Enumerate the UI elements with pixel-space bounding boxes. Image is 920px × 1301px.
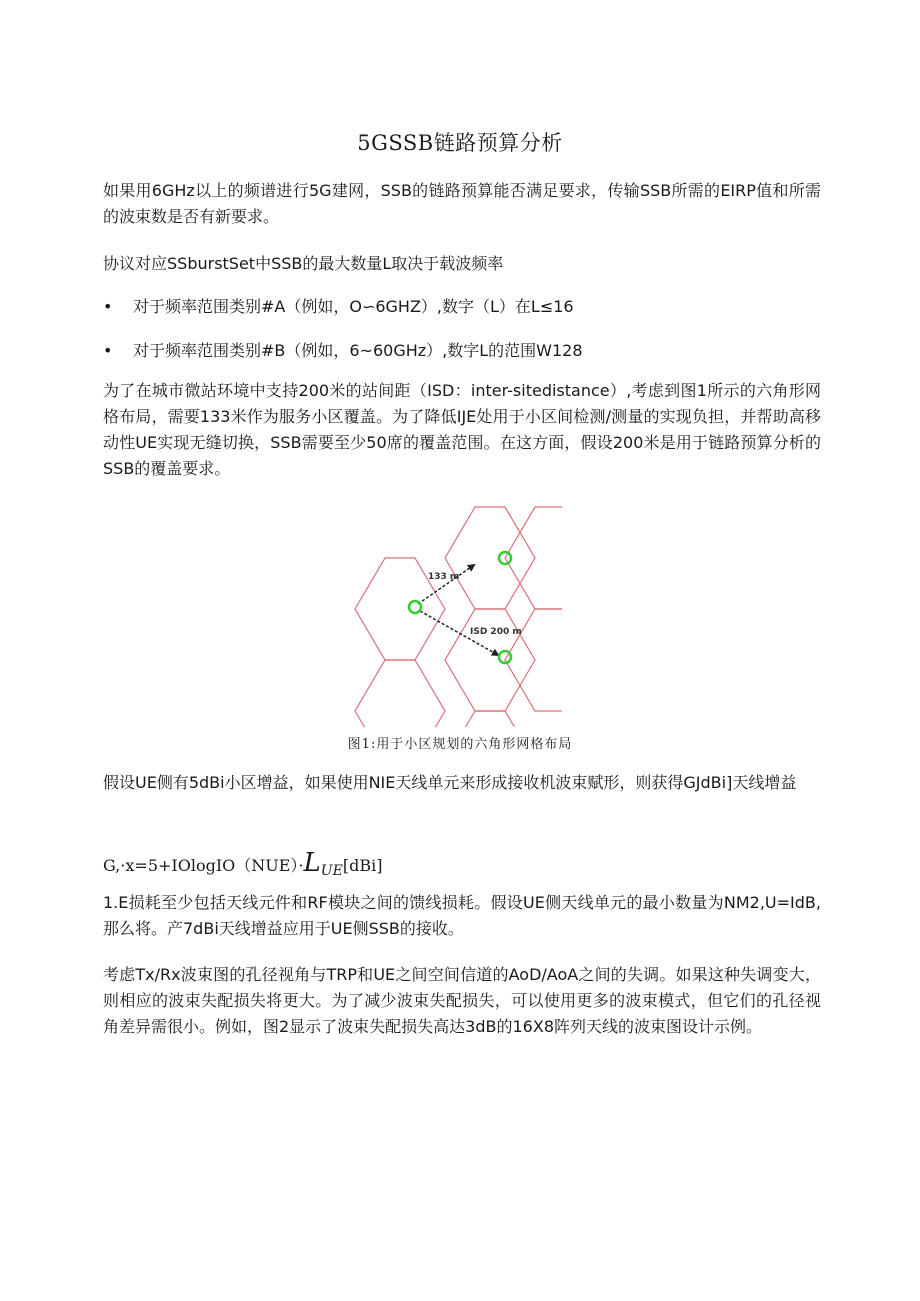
formula-subscript: UE xyxy=(320,863,343,880)
paragraph-beam: 考虑Tx/Rx波束图的孔径视角与TRP和UE之间空间信道的AoD/AoA之间的失调。如果这种失调变大，则相应的波束失配损失将更大。为了减少波束失配损失，可以使用更多的波束模式，但它们的孔径视角差异需很小。例如，图2显示了波束失配损失高达3dB的16X8阵列天线的波束图设计示例。 xyxy=(103,965,821,1036)
hex-grid-figure xyxy=(350,505,570,727)
hex-cell xyxy=(505,507,570,609)
hex-cell xyxy=(445,711,535,727)
hex-cells xyxy=(355,507,570,727)
gain-formula xyxy=(103,848,382,879)
formula-prefix: G,·x=5+IOlogIO（NUE）· xyxy=(103,856,304,875)
paragraph-loss: 1.E损耗至少包括天线元件和RF模块之间的馈线损耗。假设UE侧天线单元的最小数量为NM2,U=IdB,那么将。产7dBi天线增益应用于UE侧SSB的接收。 xyxy=(103,893,821,938)
distance-label-133: 133 m xyxy=(428,572,460,582)
paragraph-isd: 为了在城市微站环境中支持200米的站间距（ISD：inter-sitedistance）,考虑到图1所示的六角形网格布局，需要133米作为服务小区覆盖。为了降低IJE处用于小区间检测/测量的实现负担，并帮助高移动性UE实现无缝切换，SSB需要至少50席的覆盖范围。在这方面，假设200米是用于链路预算分析的SSB的覆盖要求。 xyxy=(103,381,821,478)
paragraph-ue-gain: 假设UE侧有5dBi小区增益，如果使用NIE天线单元来形成接收机波束赋形，则获得GJdBi]天线增益 xyxy=(103,773,797,792)
paragraph-protocol: 协议对应SSburstSet中SSB的最大数量L取决于载波频率 xyxy=(103,254,504,273)
distance-arrow-133 xyxy=(418,565,474,604)
distance-label-isd: ISD 200 m xyxy=(470,627,522,637)
hex-cell xyxy=(505,609,570,711)
page-title: 5GSSB链路预算分析 xyxy=(357,131,563,155)
bullet-marker: • xyxy=(103,297,113,316)
bullet-text: 对于频率范围类别#B（例如，6~60GHz）,数字L的范围W128 xyxy=(133,341,583,360)
paragraph-intro: 如果用6GHz以上的频谱进行5G建网，SSB的链路预算能否满足要求，传输SSB所需的EIRP值和所需的波束数是否有新要求。 xyxy=(103,181,821,226)
hex-cell xyxy=(445,507,535,609)
figure-caption: 图1:用于小区规划的六角形网格布局 xyxy=(347,737,573,752)
hex-cell xyxy=(355,660,445,727)
cell-site-marker xyxy=(409,601,421,613)
bullet-text: 对于频率范围类别#A（例如，O∽6GHZ）,数字（L）在L≤16 xyxy=(133,297,574,316)
bullet-marker: • xyxy=(103,341,113,360)
cell-site-marker xyxy=(499,651,511,663)
hex-cell xyxy=(445,609,535,711)
formula-suffix: [dBi] xyxy=(342,856,383,875)
formula-symbol-l: L xyxy=(303,848,321,878)
